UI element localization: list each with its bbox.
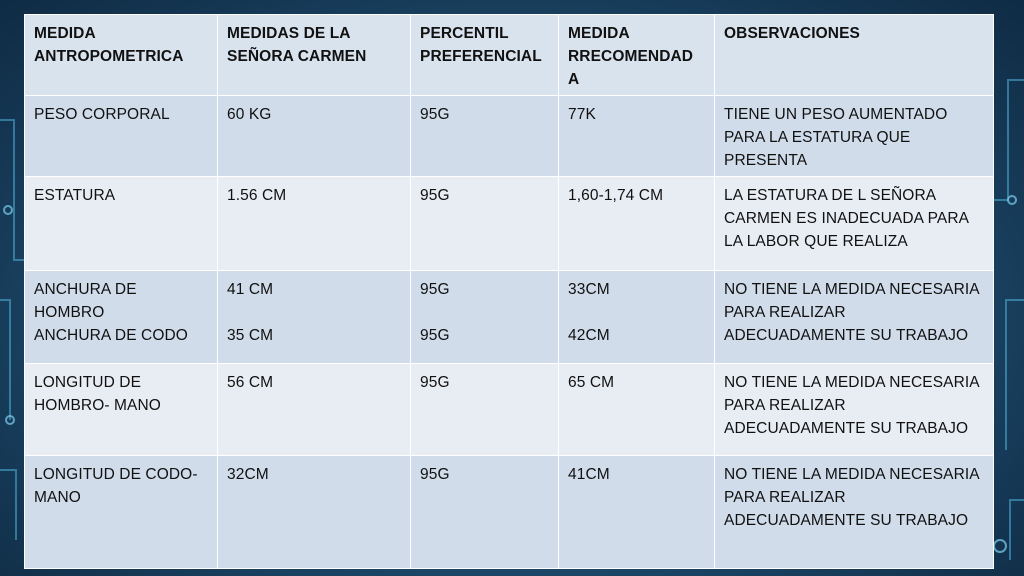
cell-recommended: 65 CM	[559, 364, 715, 456]
cell-observation: TIENE UN PESO AUMENTADO PARA LA ESTATURA QUE PRESENTA	[715, 96, 994, 177]
cell-recommended: 77K	[559, 96, 715, 177]
table-row	[25, 271, 994, 364]
cell-recommended-elbow: 42CM	[568, 327, 610, 344]
table-row	[25, 364, 994, 456]
cell-percentile-shoulder: 95G	[420, 281, 450, 298]
cell-carmen-elbow: 35 CM	[227, 327, 274, 344]
cell-carmen-value	[218, 271, 411, 364]
cell-carmen-value: 56 CM	[218, 364, 411, 456]
header-percentil-preferencial: PERCENTIL PREFERENCIAL	[411, 15, 559, 96]
header-medidas-senora-carmen: MEDIDAS DE LA SEÑORA CARMEN	[218, 15, 411, 96]
cell-observation: NO TIENE LA MEDIDA NECESARIA PARA REALIZAR ADECUADAMENTE SU TRABAJO	[715, 271, 994, 364]
cell-observation: NO TIENE LA MEDIDA NECESARIA PARA REALIZAR ADECUADAMENTE SU TRABAJO	[715, 456, 994, 569]
cell-measure	[25, 271, 218, 364]
cell-carmen-shoulder: 41 CM	[227, 281, 274, 298]
table-row	[25, 96, 994, 177]
cell-percentile-elbow: 95G	[420, 327, 450, 344]
cell-recommended: 1,60-1,74 CM	[559, 177, 715, 271]
cell-percentile	[411, 271, 559, 364]
cell-observation: NO TIENE LA MEDIDA NECESARIA PARA REALIZAR ADECUADAMENTE SU TRABAJO	[715, 364, 994, 456]
header-medida-antropometrica: MEDIDA ANTROPOMETRICA	[25, 15, 218, 96]
cell-carmen-value: 60 KG	[218, 96, 411, 177]
cell-measure: PESO CORPORAL	[25, 96, 218, 177]
table-row	[25, 177, 994, 271]
cell-measure: LONGITUD DE CODO-MANO	[25, 456, 218, 569]
cell-carmen-value: 32CM	[218, 456, 411, 569]
cell-recommended: 41CM	[559, 456, 715, 569]
cell-recommended-shoulder: 33CM	[568, 281, 610, 298]
cell-percentile: 95G	[411, 96, 559, 177]
cell-measure: LONGITUD DE HOMBRO- MANO	[25, 364, 218, 456]
cell-measure: ESTATURA	[25, 177, 218, 271]
anthropometric-table-container	[24, 14, 993, 560]
cell-percentile: 95G	[411, 364, 559, 456]
anthropometric-table	[24, 14, 994, 569]
cell-recommended	[559, 271, 715, 364]
cell-carmen-value: 1.56 CM	[218, 177, 411, 271]
cell-measure-elbow: ANCHURA DE CODO	[34, 327, 188, 344]
table-header-row	[25, 15, 994, 96]
cell-percentile: 95G	[411, 177, 559, 271]
table-row	[25, 456, 994, 569]
header-observaciones: OBSERVACIONES	[715, 15, 994, 96]
cell-measure-shoulder: ANCHURA DE HOMBRO	[34, 281, 137, 321]
cell-observation: LA ESTATURA DE L SEÑORA CARMEN ES INADECUADA PARA LA LABOR QUE REALIZA	[715, 177, 994, 271]
header-medida-recomendada: MEDIDA RRECOMENDAD A	[559, 15, 715, 96]
cell-percentile: 95G	[411, 456, 559, 569]
